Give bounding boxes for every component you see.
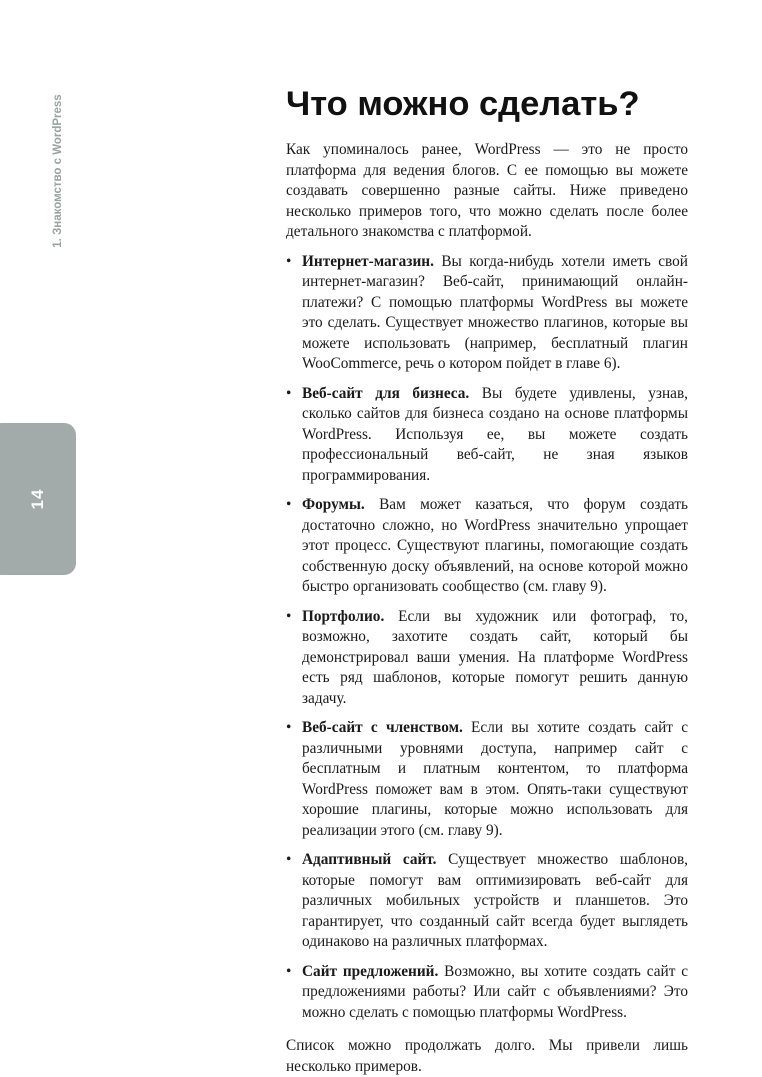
item-term: Адаптивный сайт. <box>302 851 437 868</box>
item-term: Веб-сайт с членством. <box>302 719 463 736</box>
list-item <box>286 384 688 487</box>
page-content <box>286 82 688 1077</box>
bullet-icon: • <box>286 252 292 270</box>
item-text: Если вы хотите создать сайт с различными уровнями доступа, например сайт с бесплатным и платным контентом, то платформа WordPress поможет вам в этом. Опять-таки существуют хорошие плагины, которые можно использовать для реализации этого (см. главу 9). <box>302 719 689 839</box>
list-item <box>286 850 688 953</box>
running-header <box>50 95 66 247</box>
intro-paragraph: Как упоминалось ранее, WordPress — это не просто платформа для ведения блогов. С ее помощью вы можете создавать совершенно разные сайты. Ниже приведено несколько примеров того, что можно сделать после более детального знакомства с платформой. <box>286 141 688 240</box>
running-header-text: 1. Знакомство с WordPress <box>52 94 64 248</box>
item-term: Веб-сайт для бизнеса. <box>302 384 470 402</box>
examples-list <box>286 252 688 1024</box>
item-text: Вам может казаться, что форум создать достаточно сложно, но WordPress значительно упрощает этот процесс. Существуют плагины, помогающие создать собственную доску объявлений, на основе которой можно быстро организовать сообщество (см. главу 9). <box>302 496 688 595</box>
bullet-icon: • <box>286 607 292 625</box>
page-number-tab <box>0 423 76 575</box>
item-text: Если вы художник или фотограф, то, возможно, захотите создать сайт, который бы демонстрировал ваши умения. На платформе WordPress есть ряд шаблонов, которые помогут решить данную задачу. <box>302 607 688 707</box>
item-term: Портфолио. <box>302 607 385 625</box>
item-text: Вы будете удивлены, узнав, сколько сайтов для бизнеса создано на основе платформы WordPress. Используя ее, вы можете создать профессиональный веб-сайт, не зная языков программирования. <box>302 384 688 484</box>
item-text: Существует множество шаблонов, которые помогут вам оптимизировать веб-сайт для различных мобильных устройств и планшетов. Это гарантирует, что созданный сайт всегда будет выглядеть одинаково на различных платформах. <box>302 851 688 950</box>
list-item <box>286 495 688 598</box>
list-item <box>286 252 688 375</box>
closing-paragraph: Список можно продолжать долго. Мы привели лишь несколько примеров. <box>286 1037 688 1075</box>
bullet-icon: • <box>286 962 292 980</box>
item-text: Вы когда-нибудь хотели иметь свой интернет-магазин? Веб-сайт, принимающий онлайн-платежи? С помощью платформы WordPress вы можете это сделать. Существует множество плагинов, которые вы можете использовать (например, бесплатный плагин WooCommerce, речь о котором пойдет в главе 6). <box>302 252 688 372</box>
item-text: Возможно, вы хотите создать сайт с предложениями работы? Или сайт с объявлениями? Это можно сделать с помощью платформы WordPress. <box>302 962 689 1021</box>
bullet-icon: • <box>286 496 292 513</box>
item-term: Сайт предложений. <box>302 962 439 980</box>
bullet-icon: • <box>286 719 292 736</box>
page-number: 14 <box>28 488 47 510</box>
list-item <box>286 718 688 841</box>
list-item <box>286 607 688 710</box>
item-term: Форумы. <box>302 496 365 513</box>
item-term: Интернет-магазин. <box>302 252 434 270</box>
page-title: Что можно сделать? <box>286 85 640 123</box>
bullet-icon: • <box>286 851 292 868</box>
list-item <box>286 962 688 1024</box>
bullet-icon: • <box>286 384 292 402</box>
